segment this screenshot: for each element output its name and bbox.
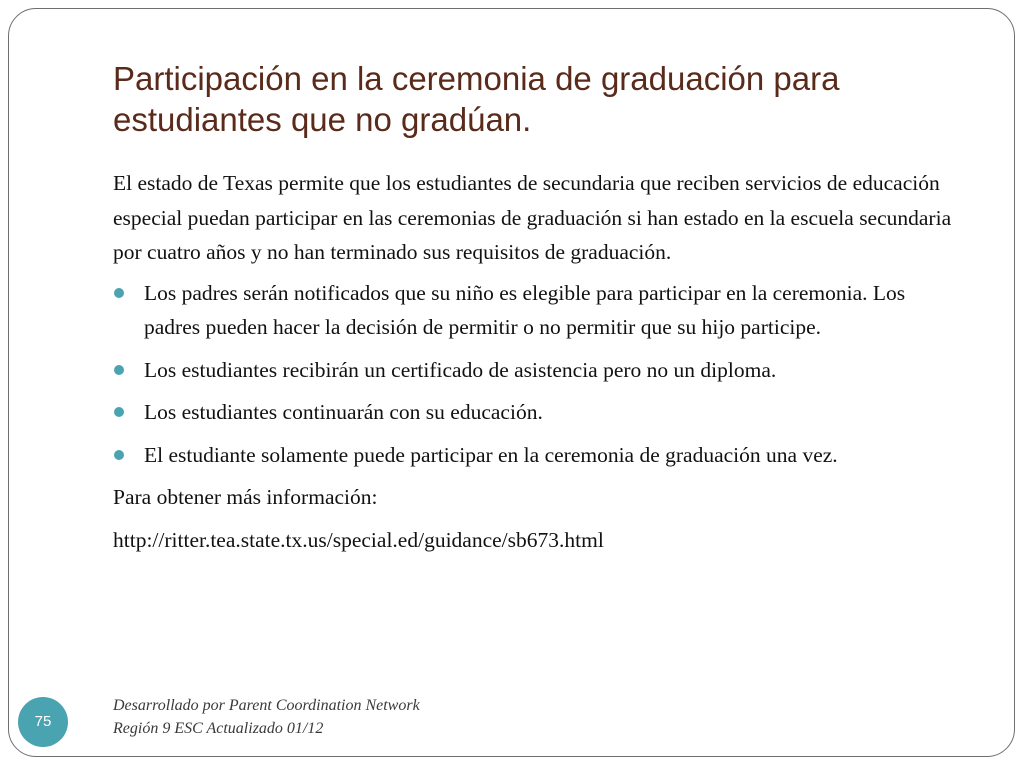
slide-body	[113, 166, 963, 565]
slide-title: Participación en la ceremonia de graduación para estudiantes que no gradúan.	[113, 60, 840, 138]
bullet-dot-icon	[114, 450, 124, 460]
bullet-dot-icon	[114, 365, 124, 375]
bullet-list	[113, 276, 963, 473]
page-number-badge: 75	[18, 697, 68, 747]
bullet-item-certificate	[113, 353, 963, 388]
bullet-text: Los estudiantes recibirán un certificado de asistencia pero no un diploma.	[144, 357, 777, 382]
bullet-item-notification	[113, 276, 963, 345]
more-info-label: Para obtener más información:	[113, 485, 378, 509]
bullet-dot-icon	[114, 407, 124, 417]
footer-line-author: Desarrollado por Parent Coordination Network	[113, 697, 420, 714]
bullet-item-once	[113, 438, 963, 473]
bullet-dot-icon	[114, 288, 124, 298]
slide-footer	[113, 694, 420, 740]
intro-paragraph: El estado de Texas permite que los estudiantes de secundaria que reciben servicios de educación especial puedan participar en las ceremonias de graduación si han estado en la escuela secundaria por cuatro años y no han terminado sus requisitos de graduación.	[113, 171, 952, 264]
bullet-text: Los estudiantes continuarán con su educación.	[144, 400, 543, 424]
bullet-item-education	[113, 395, 963, 430]
footer-line-region: Región 9 ESC Actualizado 01/12	[113, 720, 324, 737]
bullet-text: El estudiante solamente puede participar en la ceremonia de graduación una vez.	[144, 442, 838, 467]
guidance-link[interactable]: http://ritter.tea.state.tx.us/special.ed/guidance/sb673.html	[113, 527, 604, 552]
bullet-text: Los padres serán notificados que su niño es elegible para participar en la ceremonia. Los padres pueden hacer la decisión de permitir o no permitir que su hijo participe.	[144, 280, 906, 339]
